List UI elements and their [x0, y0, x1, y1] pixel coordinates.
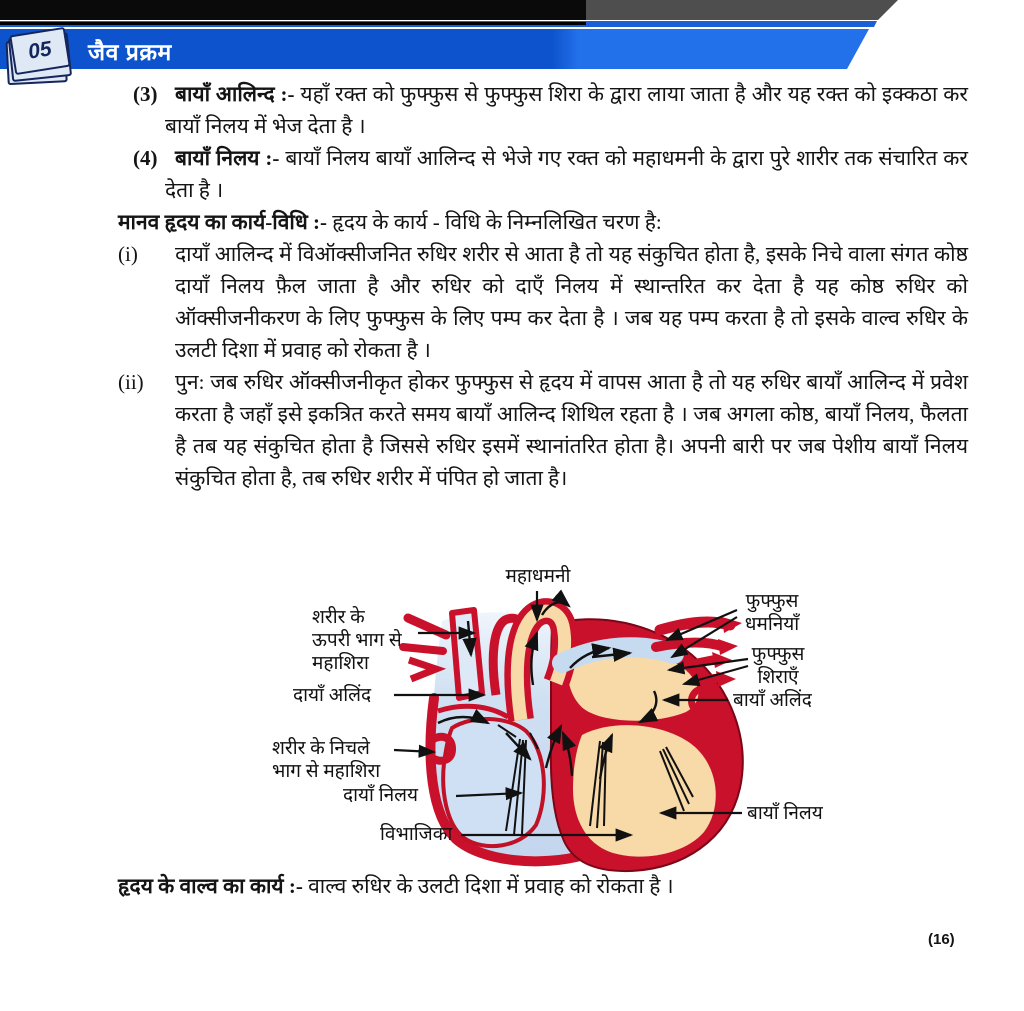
label-aorta: महाधमनी: [505, 566, 571, 587]
item-text: बायाँ निलय बायाँ आलिन्द से भेजे गए रक्त को महाधमनी के द्वारा पुरे शारीर तक संचारित कर देता है ।: [165, 146, 968, 202]
item-marker: (3): [133, 82, 158, 106]
body-text: [118, 78, 968, 494]
step-i: [118, 238, 968, 366]
step-ii: [118, 366, 968, 494]
section-heading-bold: मानव हृदय का कार्य-विधि :-: [118, 210, 327, 234]
chapter-number-badge: 05: [9, 27, 71, 75]
step-marker: (i): [118, 242, 138, 266]
valve-function-text: वाल्व रुधिर के उलटी दिशा में प्रवाह को रोकता है ।: [302, 874, 674, 898]
step-text: दायाँ आलिन्द में विऑक्सीजनित रुधिर शरीर से आता है तो यह संकुचित होता है, इसके निचे वाला संगत कोष्ठ दायाँ निलय फ़ैल जाता है और रुधिर को दाएँ निलय में स्थान्तरित कर देता है यह कोष्ठ रुधिर को ऑक्सीजनीकरण के लिए फुफ्फुस के लिए पम्प कर देता है । जब यह पम्प करता है तो इसके वाल्व रुधिर के उलटी दिशा में प्रवाह को रोकता है ।: [175, 242, 968, 362]
section-heading-text: हृदय के कार्य - विधि के निम्नलिखित चरण है:: [326, 210, 662, 234]
right-ventricle-cavity: [443, 719, 544, 846]
label-right-ventricle: दायाँ निलय: [343, 785, 419, 806]
label-pulmonary-veins: फुफ्फुस शिराएँ: [751, 644, 805, 688]
heart-diagram: [100, 563, 990, 888]
label-pulmonary-arteries: फुफ्फुस धमनियाँ: [744, 591, 800, 635]
valve-function-line: [118, 870, 968, 902]
label-inferior-vena-cava: शरीर के निचले भाग से महाशिरा: [272, 738, 381, 782]
item-term: बायाँ आलिन्द :-: [175, 82, 295, 106]
list-item-3: [133, 78, 968, 142]
heart-diagram-svg: [100, 563, 990, 888]
header-gray-bar: [586, 0, 898, 20]
valve-function-bold: हृदय के वाल्व का कार्य :-: [118, 874, 303, 898]
book-icon: [9, 27, 71, 75]
label-left-ventricle: बायाँ निलय: [747, 803, 823, 824]
header-accent-line-dark: [0, 22, 586, 25]
label-septum: विभाजिका: [380, 824, 453, 845]
item-marker: (4): [133, 146, 158, 170]
item-term: बायाँ निलय :-: [175, 146, 280, 170]
label-right-atrium: दायाँ अलिंद: [293, 685, 372, 706]
step-text: पुन: जब रुधिर ऑक्सीजनीकृत होकर फुफ्फुस से हृदय में वापस आता है तो यह रुधिर बायाँ आलिन्द में प्रवेश करता है जहाँ इसे इकत्रित करते समय बायाँ आलिन्द शिथिल रहता है । जब अगला कोष्ठ, बायाँ निलय, फैलता है तब यह संकुचित होता है जिससे रुधिर इसमें स्थानांतरित होता है। अपनी बारी पर जब पेशीय बायाँ निलय संकुचित होता है, तब रुधिर शरीर में पंपित हो जाता है।: [175, 370, 968, 490]
step-marker: (ii): [118, 370, 144, 394]
list-item-4: [133, 142, 968, 206]
header-black-bar: [0, 0, 586, 20]
item-text: यहाँ रक्त को फुफ्फुस से फुफ्फुस शिरा के द्वारा लाया जाता है और यह रक्त को इक्कठा कर बायाँ निलय में भेज देता है ।: [165, 82, 968, 138]
label-superior-vena-cava: शरीर के ऊपरी भाग से महाशिरा: [312, 607, 402, 674]
page-number: (16): [928, 931, 955, 948]
section-heading: [118, 206, 968, 238]
chapter-title: जैव प्रक्रम: [88, 39, 172, 65]
label-left-atrium: बायाँ अलिंद: [733, 690, 812, 711]
